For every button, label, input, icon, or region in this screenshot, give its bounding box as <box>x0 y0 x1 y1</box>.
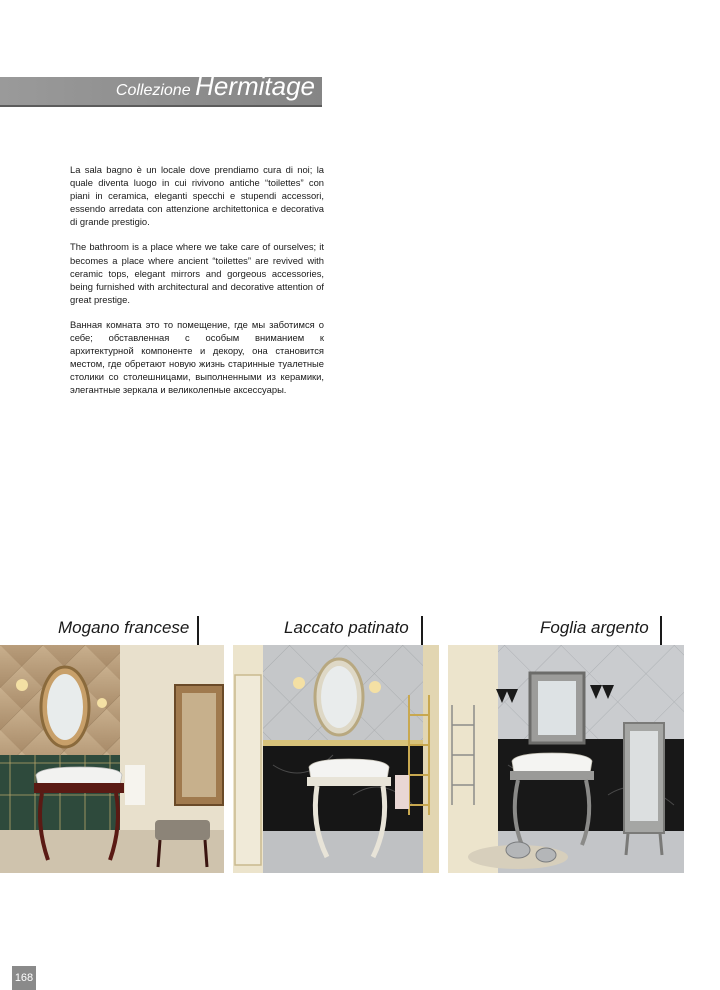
caption-foglia-argento: Foglia argento <box>540 618 649 637</box>
caption-mogano-francese: Mogano francese <box>58 618 190 637</box>
photo-foglia-argento <box>448 645 684 873</box>
paragraph-english: The bathroom is a place where we take care of ourselves; it becomes a place where ancient “toilettes” are revived with ceramic tops, elegant mirrors and gorgeous accessories, being furnished with architectural and decorative attention of great prestige. <box>70 241 324 305</box>
page-number: 168 <box>12 966 36 990</box>
description-block <box>70 163 324 409</box>
title-main: Hermitage <box>195 71 315 101</box>
photo-mogano-francese <box>0 645 224 873</box>
caption-laccato-patinato: Laccato patinato <box>284 618 409 637</box>
collection-title-bar <box>0 71 322 107</box>
paragraph-italian: La sala bagno è un locale dove prendiamo cura di noi; la quale diventa luogo in cui rivivono antiche “toilettes” con piani in ceramica, eleganti specchi e stupendi accessori, essendo arredata con attenzione architettonica e decorativa di grande prestigio. <box>70 164 324 228</box>
photo-laccato-patinato <box>233 645 439 873</box>
paragraph-russian: Ванная комната это то помещение, где мы заботимся о себе; обставленная с особым вниманием к архитектурной компоненте и декору, она становится местом, где обретают новую жизнь старинные туалетные столики со столешницами, выполненными из керамики, элегантные зеркала и великолепные аксессуары. <box>70 318 324 396</box>
title-prefix: Collezione <box>115 82 191 99</box>
collection-title <box>116 72 315 105</box>
